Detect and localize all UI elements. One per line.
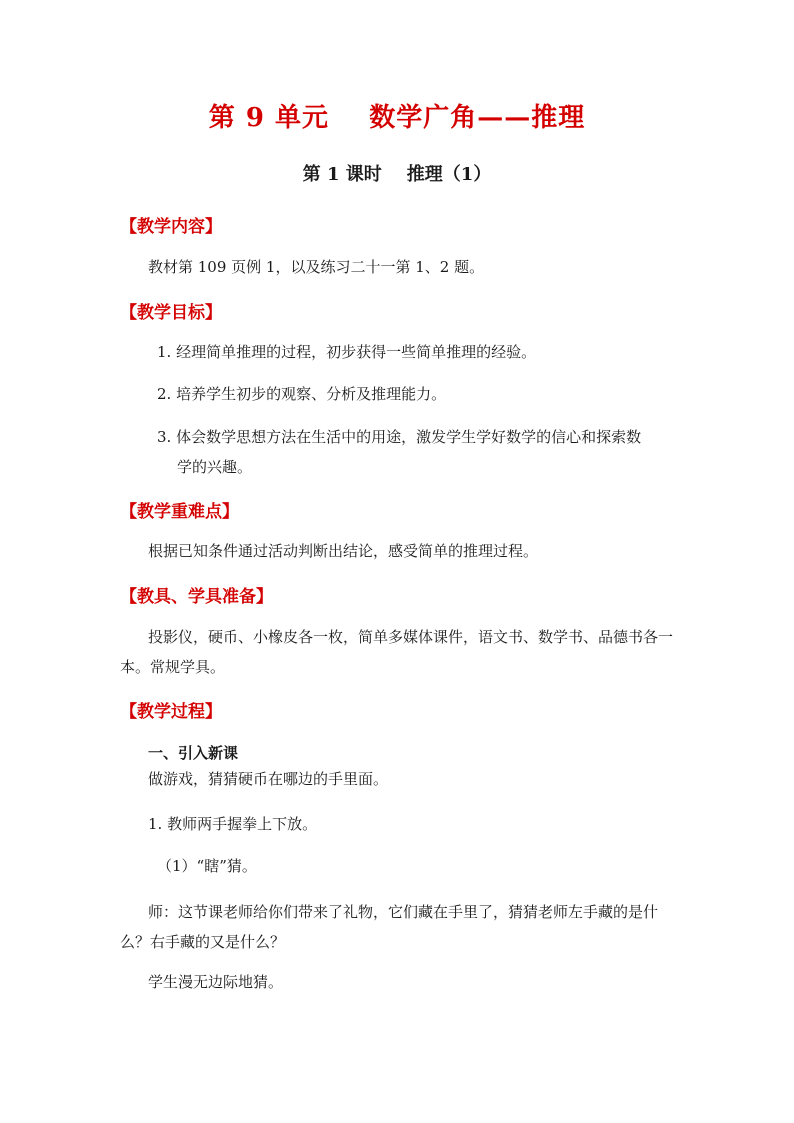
process-paragraph-5: 学生漫无边际地猜。 [148, 973, 284, 991]
process-paragraph-3: （1）“瞎”猜。 [157, 857, 257, 875]
section-heading-goals: 【教学目标】 [120, 303, 222, 323]
goal-item-2: 2. 培养学生初步的观察、分析及推理能力。 [157, 385, 447, 403]
unit-title: 第 9 单元 数学广角——推理 [208, 103, 586, 133]
goal-item-3-line1: 3. 体会数学思想方法在生活中的用途，激发学生学好数学的信心和探索数 [157, 428, 642, 446]
section-heading-content: 【教学内容】 [120, 217, 222, 237]
section-heading-process: 【教学过程】 [120, 702, 222, 722]
key-points-text: 根据已知条件通过活动判断出结论，感受简单的推理过程。 [148, 542, 539, 560]
process-paragraph-4: 师：这节课老师给你们带来了礼物，它们藏在手里了，猜猜老师左手藏的是什么？右手藏的又是什么？ [120, 903, 659, 951]
process-paragraph-2: 1. 教师两手握拳上下放。 [148, 815, 318, 833]
tools-text: 投影仪，硬币、小橡皮各一枚，简单多媒体课件，语文书、数学书、品德书各一本。常规学具。 [120, 628, 674, 676]
goal-item-3 [157, 422, 677, 482]
section-heading-tools: 【教具、学具准备】 [120, 587, 273, 607]
lesson-title: 第 1 课时 推理（1） [302, 164, 492, 185]
process-subheading-intro: 一、引入新课 [148, 744, 239, 762]
content-text: 教材第 109 页例 1，以及练习二十一第 1、2 题。 [148, 258, 485, 276]
process-paragraph-1: 做游戏，猜猜硬币在哪边的手里面。 [148, 770, 389, 788]
goal-item-3-line2: 学的兴趣。 [177, 458, 253, 476]
goal-item-1: 1. 经理简单推理的过程，初步获得一些简单推理的经验。 [157, 343, 537, 361]
section-heading-key-points: 【教学重难点】 [120, 502, 239, 522]
